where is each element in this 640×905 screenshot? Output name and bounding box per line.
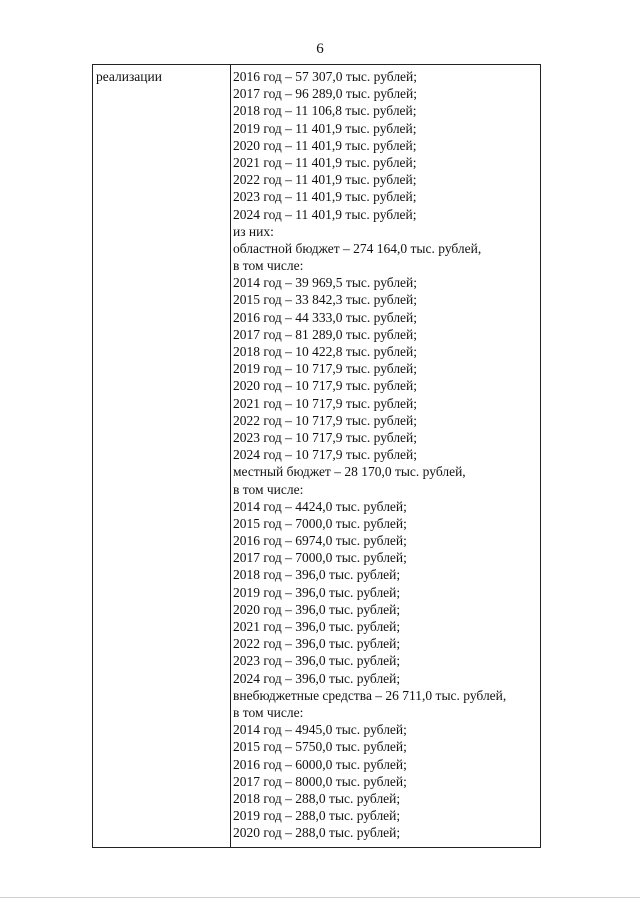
funding-line: 2022 год – 11 401,9 тыс. рублей; [233, 172, 417, 188]
funding-line: 2016 год – 6974,0 тыс. рублей; [233, 533, 407, 549]
funding-line: 2024 год – 10 717,9 тыс. рублей; [233, 447, 418, 463]
funding-line: 2017 год – 8000,0 тыс. рублей; [233, 773, 407, 789]
funding-line: 2024 год – 11 401,9 тыс. рублей; [233, 206, 417, 222]
funding-line: 2023 год – 11 401,9 тыс. рублей; [233, 189, 417, 205]
funding-line: в том числе: [233, 704, 304, 720]
funding-line: 2019 год – 396,0 тыс. рублей; [233, 584, 401, 600]
funding-line: 2022 год – 396,0 тыс. рублей; [233, 636, 401, 652]
funding-line: областной бюджет – 274 164,0 тыс. рублей, [233, 240, 482, 256]
funding-line: 2022 год – 10 717,9 тыс. рублей; [233, 412, 418, 428]
funding-line: 2016 год – 57 307,0 тыс. рублей; [233, 69, 418, 84]
funding-line: 2020 год – 396,0 тыс. рублей; [233, 601, 401, 617]
funding-line: 2023 год – 10 717,9 тыс. рублей; [233, 429, 418, 445]
funding-line: 2018 год – 396,0 тыс. рублей; [233, 567, 401, 583]
funding-line: 2019 год – 11 401,9 тыс. рублей; [233, 120, 417, 136]
funding-line: 2015 год – 7000,0 тыс. рублей; [233, 515, 407, 531]
funding-line: в том числе: [233, 258, 304, 274]
page-number: 6 [316, 41, 324, 57]
funding-line: местный бюджет – 28 170,0 тыс. рублей, [233, 464, 466, 480]
funding-line: из них: [233, 223, 274, 239]
funding-table [92, 64, 541, 848]
funding-line: 2019 год – 288,0 тыс. рублей; [233, 808, 401, 824]
funding-line: 2020 год – 11 401,9 тыс. рублей; [233, 137, 417, 153]
funding-line: в том числе: [233, 481, 304, 497]
column-divider [230, 65, 231, 847]
page-bottom-divider [0, 897, 640, 898]
funding-line: 2015 год – 33 842,3 тыс. рублей; [233, 292, 418, 308]
funding-line: 2021 год – 11 401,9 тыс. рублей; [233, 154, 417, 170]
funding-line: 2018 год – 11 106,8 тыс. рублей; [233, 103, 417, 119]
funding-line: 2020 год – 288,0 тыс. рублей; [233, 825, 401, 841]
funding-line: 2021 год – 396,0 тыс. рублей; [233, 619, 401, 634]
funding-line: внебюджетные средства – 26 711,0 тыс. рублей, [233, 687, 507, 703]
funding-line: 2017 год – 96 289,0 тыс. рублей; [233, 86, 418, 102]
table-left-cell: реализации [96, 69, 162, 84]
funding-line: 2016 год – 44 333,0 тыс. рублей; [233, 309, 418, 325]
funding-line: 2017 год – 7000,0 тыс. рублей; [233, 550, 407, 566]
table-right-cell [233, 68, 506, 841]
funding-line: 2023 год – 396,0 тыс. рублей; [233, 653, 401, 669]
funding-line: 2019 год – 10 717,9 тыс. рублей; [233, 361, 418, 377]
funding-line: 2018 год – 10 422,8 тыс. рублей; [233, 344, 418, 359]
funding-line: 2020 год – 10 717,9 тыс. рублей; [233, 378, 418, 394]
funding-line: 2024 год – 396,0 тыс. рублей; [233, 670, 401, 686]
funding-line: 2014 год – 4945,0 тыс. рублей; [233, 722, 407, 738]
funding-line: 2017 год – 81 289,0 тыс. рублей; [233, 326, 418, 342]
funding-line: 2016 год – 6000,0 тыс. рублей; [233, 756, 407, 772]
funding-line: 2021 год – 10 717,9 тыс. рублей; [233, 395, 418, 411]
funding-line: 2015 год – 5750,0 тыс. рублей; [233, 739, 407, 755]
funding-line: 2018 год – 288,0 тыс. рублей; [233, 790, 401, 806]
funding-line: 2014 год – 4424,0 тыс. рублей; [233, 498, 407, 514]
funding-line: 2014 год – 39 969,5 тыс. рублей; [233, 275, 418, 291]
